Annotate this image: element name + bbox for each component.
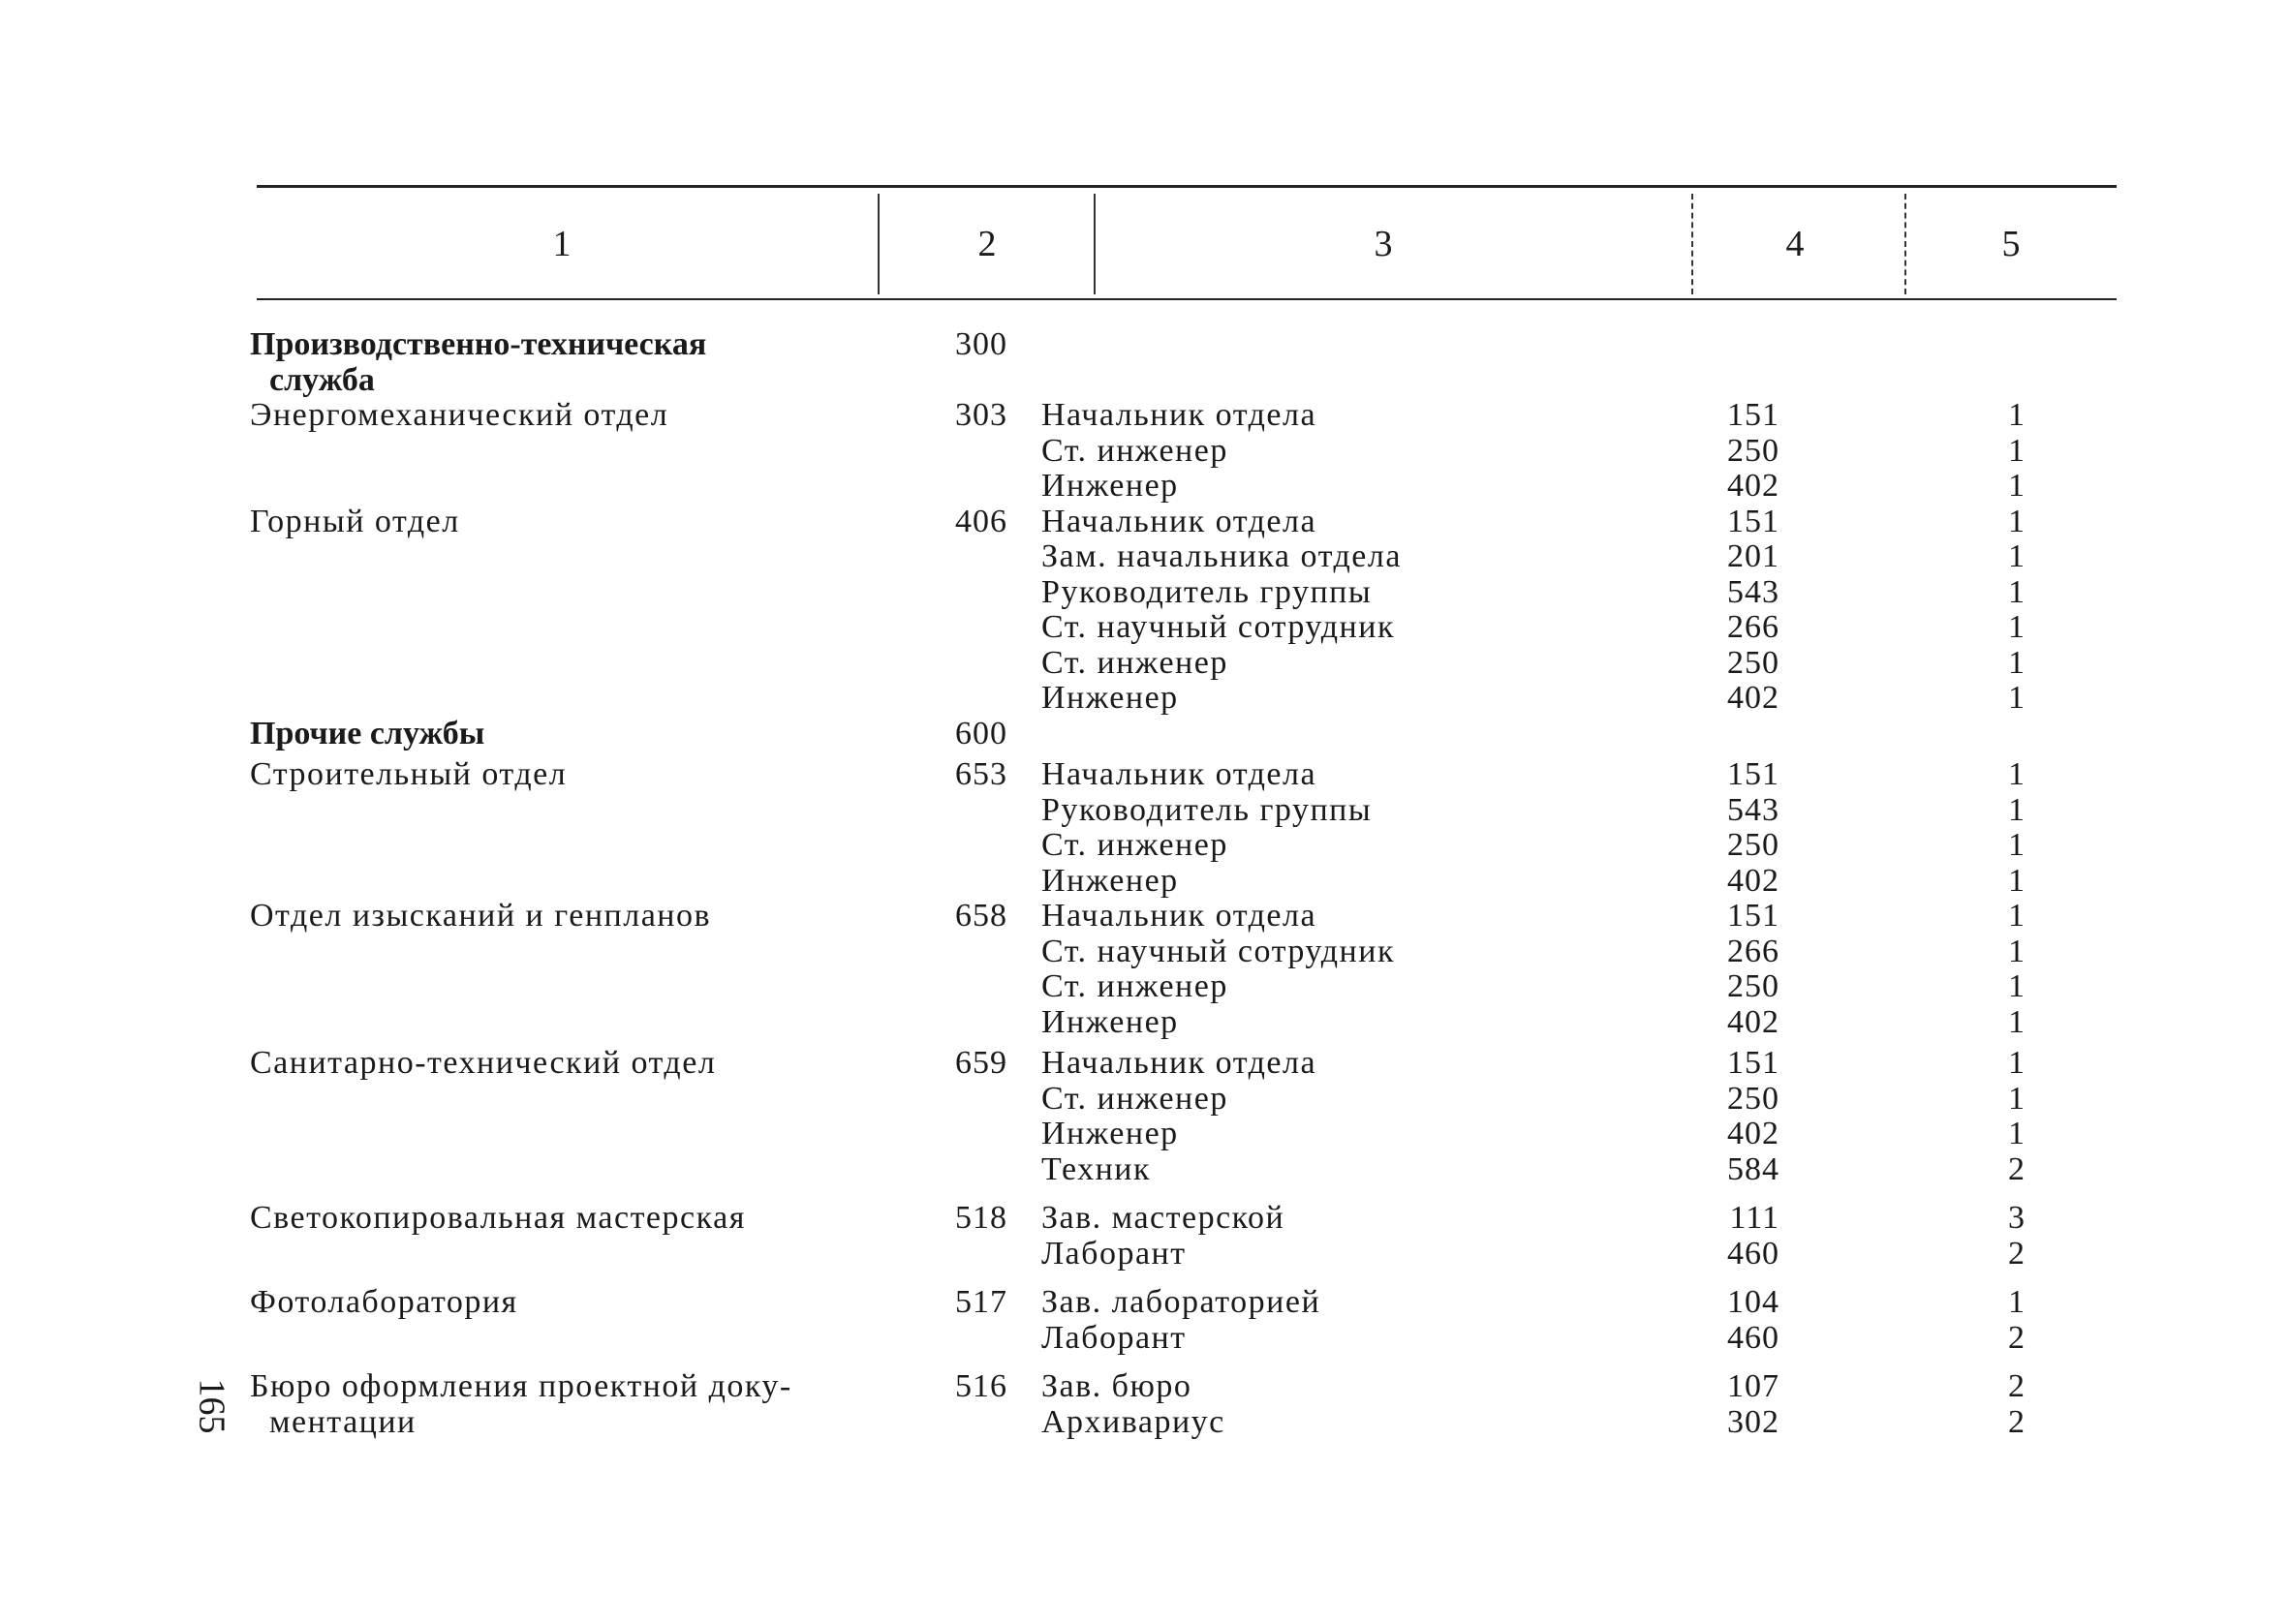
- department-code: 517: [955, 1284, 1007, 1320]
- department-code: 303: [955, 397, 1007, 433]
- position-number: 402: [1727, 1003, 1779, 1040]
- position-count: 1: [2008, 397, 2025, 433]
- department-code: 659: [955, 1045, 1007, 1081]
- position-count: 1: [2008, 791, 2025, 828]
- position-number: 107: [1727, 1368, 1779, 1404]
- department-name: Фотолаборатория: [250, 1284, 518, 1320]
- position-title: Лаборант: [1041, 1319, 1187, 1356]
- position-number: 250: [1727, 827, 1779, 863]
- column-divider: [1904, 194, 1906, 294]
- position-number: 402: [1727, 862, 1779, 899]
- department-name-continued: ментации: [269, 1403, 417, 1440]
- position-title: Зав. лабораторией: [1041, 1284, 1321, 1320]
- position-count: 2: [2008, 1235, 2025, 1272]
- position-number: 250: [1727, 968, 1779, 1004]
- position-title: Зав. бюро: [1041, 1368, 1192, 1404]
- table-row: [250, 751, 2061, 899]
- table-row: [250, 505, 2061, 717]
- position-count: 1: [2008, 538, 2025, 574]
- position-number: 584: [1727, 1150, 1779, 1187]
- position-title: Начальник отдела: [1041, 397, 1317, 433]
- position-count: 1: [2008, 1116, 2025, 1151]
- position-count: 1: [2008, 644, 2025, 681]
- position-count: 1: [2008, 1284, 2025, 1320]
- position-title: Ст. инженер: [1041, 432, 1228, 469]
- department-name: Энергомеханический отдел: [250, 397, 669, 433]
- position-count: 1: [2008, 680, 2025, 716]
- position-number: 151: [1727, 397, 1779, 433]
- position-number: 302: [1727, 1403, 1779, 1440]
- table-top-rule: [257, 185, 2117, 188]
- position-count: 1: [2008, 573, 2025, 610]
- position-title: Ст. инженер: [1041, 1080, 1228, 1117]
- position-count: 1: [2008, 468, 2025, 504]
- position-count: 1: [2008, 1080, 2025, 1117]
- position-count: 2: [2008, 1150, 2025, 1187]
- column-header-1: 1: [552, 224, 572, 264]
- position-title: Ст. научный сотрудник: [1041, 609, 1395, 645]
- table-row: [250, 1187, 2061, 1272]
- department-code: 516: [955, 1368, 1007, 1404]
- position-count: 1: [2008, 1003, 2025, 1040]
- position-count: 1: [2008, 609, 2025, 645]
- position-title: Лаборант: [1041, 1235, 1187, 1272]
- column-divider: [1094, 194, 1096, 294]
- position-number: 460: [1727, 1235, 1779, 1272]
- column-header-2: 2: [977, 224, 997, 264]
- position-title: Ст. научный сотрудник: [1041, 933, 1395, 969]
- page-number: 165: [191, 1378, 232, 1434]
- position-count: 1: [2008, 898, 2025, 934]
- position-number: 460: [1727, 1319, 1779, 1356]
- position-count: 1: [2008, 1045, 2025, 1081]
- department-cell: [250, 327, 899, 398]
- table-row: [250, 1040, 2061, 1187]
- position-title: Инженер: [1041, 468, 1179, 504]
- department-name: Производственно-техническая: [250, 326, 707, 362]
- table-row: [250, 717, 2061, 752]
- position-count: 1: [2008, 933, 2025, 969]
- position-title: Руководитель группы: [1041, 573, 1373, 610]
- position-number: 250: [1727, 644, 1779, 681]
- position-title: Ст. инженер: [1041, 644, 1228, 681]
- department-name: Светокопировальная мастерская: [250, 1200, 746, 1236]
- header-bottom-rule: [257, 298, 2117, 300]
- position-title: Ст. инженер: [1041, 827, 1228, 863]
- position-number: 250: [1727, 1080, 1779, 1117]
- position-count: 2: [2008, 1368, 2025, 1404]
- department-name: Отдел изысканий и генпланов: [250, 898, 712, 934]
- staff-table: [250, 327, 2061, 1440]
- department-name: Строительный отдел: [250, 756, 568, 792]
- department-code: 653: [955, 756, 1007, 792]
- position-title: Руководитель группы: [1041, 791, 1373, 828]
- position-title: Техник: [1041, 1150, 1152, 1187]
- position-title: Архивариус: [1041, 1403, 1225, 1440]
- position-count: 3: [2008, 1200, 2025, 1236]
- department-name: Санитарно-технический отдел: [250, 1045, 717, 1081]
- position-count: 1: [2008, 503, 2025, 539]
- position-title: Начальник отдела: [1041, 1045, 1317, 1081]
- position-title: Зав. мастерской: [1041, 1200, 1285, 1236]
- department-code: 600: [955, 715, 1007, 751]
- department-name: Прочие службы: [250, 715, 485, 751]
- position-count: 1: [2008, 968, 2025, 1004]
- position-title: Ст. инженер: [1041, 968, 1228, 1004]
- position-number: 111: [1729, 1200, 1779, 1236]
- position-number: 402: [1727, 468, 1779, 504]
- column-divider: [1691, 194, 1693, 294]
- table-row: [250, 327, 2061, 398]
- position-count: 1: [2008, 862, 2025, 899]
- position-title: Зам. начальника отдела: [1041, 538, 1402, 574]
- position-number: 402: [1727, 1116, 1779, 1151]
- department-name: Горный отдел: [250, 503, 460, 539]
- position-title: Инженер: [1041, 862, 1179, 899]
- position-number: 151: [1727, 898, 1779, 934]
- position-title: Инженер: [1041, 1116, 1179, 1151]
- position-title: Начальник отдела: [1041, 503, 1317, 539]
- position-number: 201: [1727, 538, 1779, 574]
- column-divider: [878, 194, 880, 294]
- column-header-4: 4: [1785, 224, 1805, 264]
- column-header-5: 5: [2001, 224, 2021, 264]
- position-number: 266: [1727, 933, 1779, 969]
- table-row: [250, 1356, 2061, 1440]
- position-title: Начальник отдела: [1041, 756, 1317, 792]
- position-number: 402: [1727, 680, 1779, 716]
- table-row: [250, 1272, 2061, 1356]
- position-count: 2: [2008, 1319, 2025, 1356]
- position-title: Начальник отдела: [1041, 898, 1317, 934]
- position-count: 1: [2008, 827, 2025, 863]
- position-count: 2: [2008, 1403, 2025, 1440]
- position-number: 151: [1727, 1045, 1779, 1081]
- position-number: 104: [1727, 1284, 1779, 1320]
- department-code: 300: [955, 326, 1007, 362]
- position-number: 250: [1727, 432, 1779, 469]
- position-title: Инженер: [1041, 680, 1179, 716]
- position-count: 1: [2008, 432, 2025, 469]
- department-code: 518: [955, 1200, 1007, 1236]
- position-number: 151: [1727, 756, 1779, 792]
- position-number: 151: [1727, 503, 1779, 539]
- department-code: 658: [955, 898, 1007, 934]
- column-header-3: 3: [1374, 224, 1393, 264]
- position-number: 543: [1727, 573, 1779, 610]
- position-title: Инженер: [1041, 1003, 1179, 1040]
- department-name: Бюро оформления проектной доку-: [250, 1368, 792, 1404]
- table-row: [250, 398, 2061, 505]
- department-code: 406: [955, 503, 1007, 539]
- position-count: 1: [2008, 756, 2025, 792]
- position-number: 266: [1727, 609, 1779, 645]
- department-name-continued: служба: [269, 361, 375, 398]
- table-row: [250, 899, 2061, 1040]
- position-number: 543: [1727, 791, 1779, 828]
